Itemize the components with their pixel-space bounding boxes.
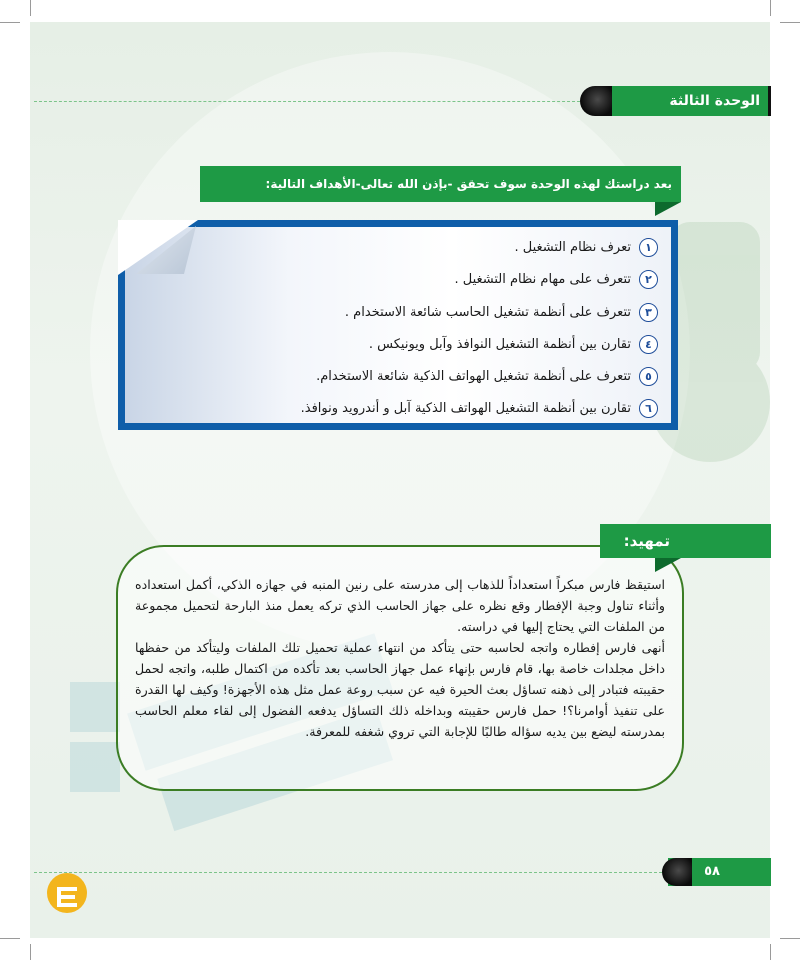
objective-text: تقارن بين أنظمة التشغيل النوافذ وآبل ويونيكس . xyxy=(368,336,631,352)
page-number: ٥٨ xyxy=(704,864,720,879)
objective-number: ٤ xyxy=(639,335,658,354)
objective-item-6 xyxy=(301,397,658,419)
objective-number: ٣ xyxy=(639,303,658,322)
page-background xyxy=(30,22,770,938)
page-number-cap xyxy=(662,858,692,886)
objective-number: ١ xyxy=(639,238,658,257)
objective-text: تقارن بين أنظمة التشغيل الهواتف الذكية آبل و أندرويد ونوافذ. xyxy=(300,400,631,416)
objective-text: تتعرف على مهام نظام التشغيل . xyxy=(454,271,631,287)
prelude-banner-fold xyxy=(655,558,681,572)
objective-number: ٥ xyxy=(639,367,658,386)
objective-text: تتعرف على أنظمة تشغيل الهواتف الذكية شائعة الاستخدام. xyxy=(316,368,631,384)
objective-item-1 xyxy=(515,236,659,258)
footer-divider-line xyxy=(34,872,662,873)
objectives-banner-fold xyxy=(655,202,681,216)
background-decoration xyxy=(30,22,770,938)
prelude-paragraph-2: أنهى فارس إفطاره واتجه لحاسبه حتى يتأكد من انتهاء عملية تحميل تلك الملفات وليتأكد من حفظها داخل مجلدات خاصة بها، قام فارس بإنهاء عمل جهاز الحاسب بعد تأكده من اكتمال طلبه، واتجه لحمل حقيبته فتبادر إلى ذهنه تساؤل بعث الحيرة فيه عن سبب روعة عمل مثل هذه الأجهزة! وكيف لها القدرة على تنفيذ أوامرنا؟! حمل فارس حقيبته وبداخله ذلك التساؤل يدفعه الفضول إلى لقاء معلم الحاسب بمدرسته ليضع بين يديه سؤاله طالبًا للإجابة التي تروي شغفه للمعرفة. xyxy=(135,640,665,739)
objective-item-5 xyxy=(316,365,658,387)
prelude-title: تمهيد: xyxy=(623,532,670,550)
objective-text: تعرف نظام التشغيل . xyxy=(514,239,631,255)
objectives-box xyxy=(118,220,678,430)
prelude-text xyxy=(135,574,665,742)
unit-divider-line xyxy=(34,101,580,102)
objective-number: ٦ xyxy=(639,399,658,418)
objective-number: ٢ xyxy=(639,270,658,289)
objectives-header: بعد دراستك لهذه الوحدة سوف تحقق -بإذن الله تعالى-الأهداف التالية: xyxy=(265,177,672,191)
objective-text: تتعرف على أنظمة تشغيل الحاسب شائعة الاستخدام . xyxy=(344,304,631,320)
unit-banner-cap xyxy=(580,86,612,116)
objective-item-2 xyxy=(454,268,658,290)
objectives-panel xyxy=(125,227,671,423)
prelude-paragraph-1: استيقظ فارس مبكراً استعداداً للذهاب إلى مدرسته على رنين المنبه في جهازه الذكي، أكمل استعداده وأثناء تناول وجبة الإفطار وقع نظره على جهاز الحاسب الذي تركه يعمل منذ البارحة لتحميل مجموعة من الملفات التي يحتاج إليها في دراسته. xyxy=(135,577,665,634)
objective-item-3 xyxy=(345,301,658,323)
objective-item-4 xyxy=(369,333,658,355)
publisher-logo-icon xyxy=(44,870,90,916)
unit-title: الوحدة الثالثة xyxy=(669,93,760,109)
